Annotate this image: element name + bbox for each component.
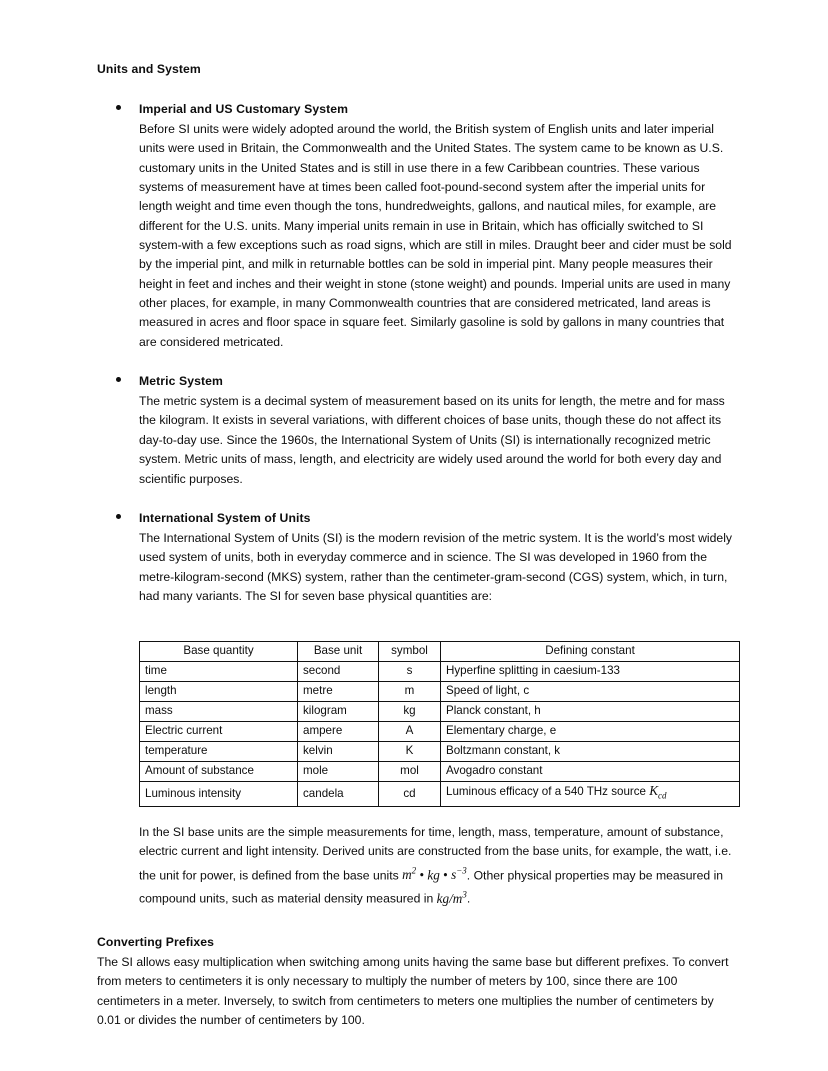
luminous-efficacy-constant-symbol: $K_{cd}$	[649, 783, 667, 801]
table-header-base-quantity: Base quantity	[140, 642, 298, 662]
cell-symbol: A	[379, 722, 441, 742]
math-kg-per-metre-cubed: $kg/m^3$	[436, 889, 467, 906]
table-row	[140, 702, 740, 722]
cell-defining-constant: Hyperfine splitting in caesium-133	[441, 662, 740, 682]
section-body-imperial: Before SI units were widely adopted around the world, the British system of English units and later imperial units were used in Britain, the Commonwealth and the United States. The system came to be known as U.S. customary units in the United States and is still in use there in a few Caribbean countries. These various systems of measurement have at times been called foot-pound-second system after the imperial units for length weight and time even though the tons, hundredweights, gallons, and nautical miles, for example, are different for the U.S. units. Many imperial units remain in use in Britain, which has officially switched to SI system-with a few exceptions such as road signs, which are still in miles. Draught beer and cider must be sold by the imperial pint, and milk in returnable bottles can be sold in imperial pint. Many people measures their height in feet and inches and their weight in stone (stone weight) and pounds. Imperial units are used in many other places, for example, in many Commonwealth countries that are considered metricated, land areas is measured in acres and floor space in square feet. Similarly gasoline is sold by gallons in many countries that are considered metricated.	[139, 122, 732, 349]
cell-base-quantity: mass	[140, 702, 298, 722]
cell-base-unit: ampere	[298, 722, 379, 742]
cell-base-unit: candela	[298, 782, 379, 807]
cell-defining-constant: Elementary charge, e	[441, 722, 740, 742]
table-header-symbol: symbol	[379, 642, 441, 662]
cell-base-quantity: length	[140, 682, 298, 702]
cell-symbol: m	[379, 682, 441, 702]
cell-symbol: cd	[379, 782, 441, 807]
cell-defining-constant-text: Luminous efficacy of a 540 THz source	[446, 785, 650, 799]
section-heading-international: International System of Units	[139, 510, 311, 525]
cell-symbol: K	[379, 742, 441, 762]
si-base-units-table	[139, 641, 740, 807]
section-body-international: The International System of Units (SI) is the modern revision of the metric system. It is the world’s most widely used system of units, both in everyday commerce and in science. The SI was developed in 1960 from the metre-kilogram-second (MKS) system, rather than the centimeter-gram-second (CGS) system, which, in turn, had many variants. The SI for seven base physical quantities are:	[139, 530, 733, 603]
table-row	[140, 742, 740, 762]
cell-defining-constant	[441, 782, 740, 807]
table-row	[140, 662, 740, 682]
after-table-paragraph	[139, 823, 733, 909]
section-heading-imperial: Imperial and US Customary System	[139, 102, 349, 116]
after-table-paragraph-container	[97, 823, 740, 909]
cell-base-unit: kelvin	[298, 742, 379, 762]
after-table-text-part2: . Other physical properties may be measured in compound units, such as material density measured in	[139, 867, 724, 906]
bullet-section-metric	[97, 372, 740, 489]
table-header-base-unit: Base unit	[298, 642, 379, 662]
math-dot-separator: •	[416, 866, 428, 882]
cell-base-quantity: Luminous intensity	[140, 782, 298, 807]
bullet-point-icon	[116, 377, 121, 382]
table-row	[140, 782, 740, 807]
cell-defining-constant: Avogadro constant	[441, 762, 740, 782]
cell-base-unit: metre	[298, 682, 379, 702]
table-row	[140, 682, 740, 702]
math-dot-separator: •	[439, 866, 452, 882]
page-title: Units and System	[97, 62, 201, 76]
cell-base-quantity: Electric current	[140, 722, 298, 742]
cell-base-quantity: time	[140, 662, 298, 682]
si-base-units-table-container	[97, 641, 740, 807]
table-header-row	[140, 642, 740, 662]
cell-symbol: kg	[379, 702, 441, 722]
after-table-text-part3: .	[466, 891, 471, 906]
section-body-metric: The metric system is a decimal system of measurement based on its units for length, the metre and for mass the kilogram. It exists in several variations, with different choices of base units, though these do not affect its day-to-day use. Since the 1960s, the International System of Units (SI) is internationally recognized metric system. Metric units of mass, length, and electricity are widely used around the world for both every day and scientific purposes.	[139, 394, 725, 486]
math-metre-squared: $m^2$	[402, 865, 417, 882]
cell-base-unit: second	[298, 662, 379, 682]
bullet-point-icon	[116, 514, 121, 519]
section-heading-converting-prefixes: Converting Prefixes	[97, 935, 215, 950]
math-second-cubed-inverse: $s^{-3}$	[451, 865, 467, 882]
bullet-section-international	[97, 509, 740, 606]
bullet-section-imperial	[97, 100, 740, 352]
cell-base-unit: mole	[298, 762, 379, 782]
section-body-converting-prefixes: The SI allows easy multiplication when switching among units having the same base but different prefixes. To convert from meters to centimeters it is only necessary to multiply the number of meters by 100, since there are 100 centimeters in a meter. Inversely, to switch from centimeters to meters one multiplies the number of centimeters by 0.01 or divides the number of centimeters by 100.	[97, 955, 729, 1028]
math-kilogram: kg	[427, 866, 440, 882]
section-converting-prefixes	[97, 933, 740, 1030]
cell-defining-constant: Boltzmann constant, k	[441, 742, 740, 762]
bullet-point-icon	[116, 105, 121, 110]
cell-defining-constant: Planck constant, h	[441, 702, 740, 722]
cell-defining-constant: Speed of light, c	[441, 682, 740, 702]
section-heading-metric: Metric System	[139, 374, 223, 389]
cell-base-unit: kilogram	[298, 702, 379, 722]
cell-base-quantity: temperature	[140, 742, 298, 762]
cell-symbol: s	[379, 662, 441, 682]
after-table-text-part1: In the SI base units are the simple measurements for time, length, mass, temperature, amount of substance, electric current and light intensity. Derived units are constructed from the base units, for example, the watt, i.e. the unit for power, is defined from the base units	[139, 824, 732, 882]
cell-symbol: mol	[379, 762, 441, 782]
table-row	[140, 762, 740, 782]
table-row	[140, 722, 740, 742]
table-header-defining-constant: Defining constant	[441, 642, 740, 662]
cell-base-quantity: Amount of substance	[140, 762, 298, 782]
